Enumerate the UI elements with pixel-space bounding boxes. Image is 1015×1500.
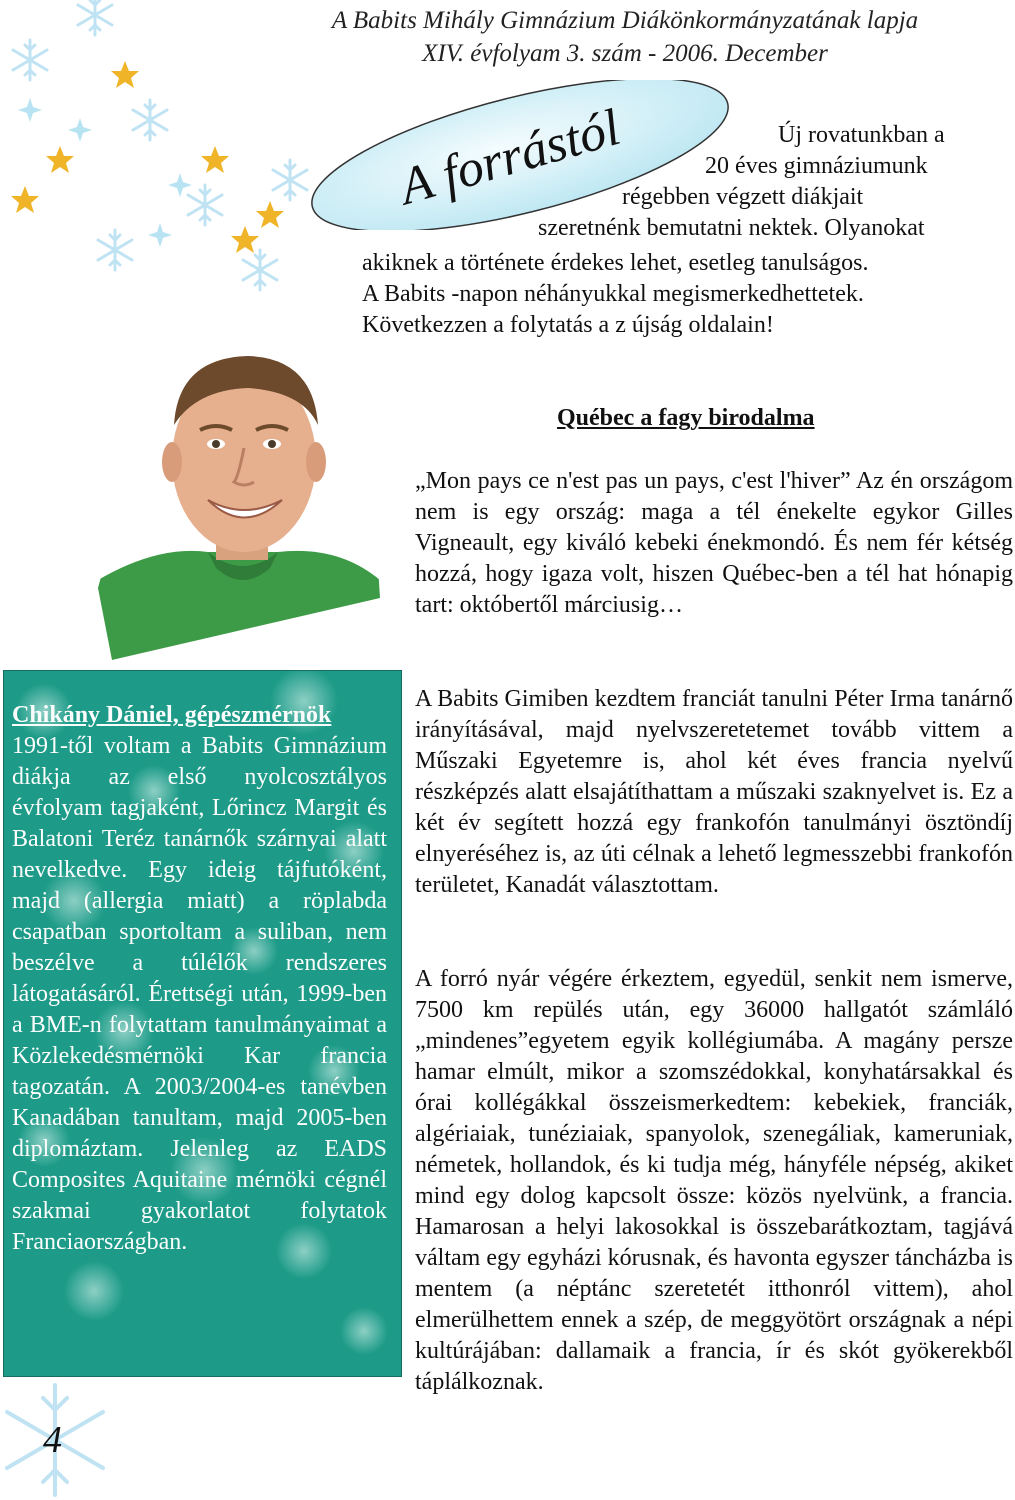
intro-line: Következzen a folytatás a z újság oldalain! bbox=[362, 312, 774, 338]
intro-line: Új rovatunkban a bbox=[778, 122, 945, 148]
article-title: Québec a fagy birodalma bbox=[557, 405, 815, 431]
snowflake-icon bbox=[13, 40, 47, 80]
article-paragraph: „Mon pays ce n'est pas un pays, c'est l'hiver” Az én országom nem is egy ország: maga a tél énekelte egykor Gilles Vigneault, egy kiváló kebeki énekmondó. És nem fér kétség hozzá, hogy igaza volt, hiszen Québec-ben a tél hat hónapig tart: októbertől márciusig… bbox=[415, 468, 1013, 618]
star-icon bbox=[148, 223, 172, 247]
intro-line: szeretnénk bemutatni nektek. Olyanokat bbox=[538, 215, 925, 241]
star-icon bbox=[18, 98, 42, 122]
intro-line: régebben végzett diákjait bbox=[622, 184, 864, 210]
intro-line: 20 éves gimnáziumunk bbox=[705, 153, 928, 179]
bio-body: 1991-től voltam a Babits Gimnázium diákja az első nyolcosztályos évfolyam tagjaként, Lőrincz Margit és Balatoni Teréz tanárnők szárnyai alatt nevelkedve. Egy ideig tájfutóként, majd (allergia miatt) a röplabda csapatban sportoltam a suliban, nem beszélve a túlélők rendszeres látogatásáról. Érettségi után, 1999-ben a BME-n folytattam tanulmányaimat a Közlekedésmérnöki Kar francia tagozatán. A 2003/2004-es tanévben Kanadában tanultam, majd 2005-ben diplomáztam. Jelenleg az EADS Composites Aquitaine mérnöki cégnél szakmai gyakorlatot folytatok Franciaországban. bbox=[12, 733, 387, 1255]
star-icon bbox=[68, 118, 92, 142]
masthead-line-1: A Babits Mihály Gimnázium Diákönkormányzatának lapja bbox=[331, 7, 919, 34]
rubric-title: A forrástól bbox=[393, 98, 627, 217]
masthead bbox=[240, 4, 1010, 70]
masthead-line-2: XIV. évfolyam 3. szám - 2006. December bbox=[422, 40, 828, 67]
snowflake-icon bbox=[188, 185, 222, 225]
star-icon bbox=[46, 146, 74, 173]
snowflake-icon bbox=[133, 100, 167, 140]
snowflake-icon bbox=[78, 0, 112, 35]
article-paragraph: A Babits Gimiben kezdtem franciát tanulni Péter Irma tanárnő irányításával, majd nyelvszeretetemet tovább vittem a Műszaki Egyetemre is, ahol két éves francia nyelvű részképzés alatt elsajátíthattam a műszaki szaknyelvet is. Ez a két év segített hozzá egy frankofón tanulmányi ösztöndíj elnyeréséhez is, az úti célnak a lehető legmesszebbi frankofón területet, Kanadát választottam. bbox=[415, 686, 1013, 898]
article-paragraph: A forró nyár végére érkeztem, egyedül, senkit nem ismerve, 7500 km repülés után, egy 36000 hallgatót számláló „mindenes”egyetem egyik kollégiumába. A magány persze hamar elmúlt, mikor a szomszédokkal, konyhatársakkal és órai kollégákkal összeismerkedtem: kebekiek, franciák, algériaiak, tunéziaiak, spanyolok, szenegáliak, kameruniak, németek, hollandok, és ki tudja még, hányféle népség, akiket mind egy dolog kapcsolt össze: közös nyelvünk, a francia. Hamarosan a helyi lakosokkal is összebarátkoztam, tagjává váltam egy egyházi kórusnak, és havonta egyszer táncházba is mentem (a néptánc szeretetét itthonról vittem), ahol elmerülhettem ennek a szép, de meggyötört országnak a népi kultúrájában: dallamaik a francia, ír és skót gyökerekből táplálkoznak. bbox=[415, 966, 1013, 1395]
intro-line: A Babits -napon néhányukkal megismerkedhettetek. bbox=[362, 281, 864, 307]
portrait-photo bbox=[98, 330, 380, 660]
star-icon bbox=[201, 146, 229, 173]
bio-text bbox=[12, 700, 387, 1258]
snowflake-icon bbox=[98, 230, 132, 270]
star-icon bbox=[256, 201, 284, 228]
intro-line: akiknek a története érdekes lehet, esetleg tanulságos. bbox=[362, 250, 869, 276]
snowflake-icon bbox=[243, 250, 277, 290]
bio-name: Chikány Dániel, gépészmérnök bbox=[12, 702, 332, 728]
page-number: 4 bbox=[43, 1419, 62, 1461]
star-icon bbox=[111, 61, 139, 88]
star-icon bbox=[11, 186, 39, 213]
star-icon bbox=[168, 173, 192, 197]
star-icon bbox=[231, 226, 259, 253]
